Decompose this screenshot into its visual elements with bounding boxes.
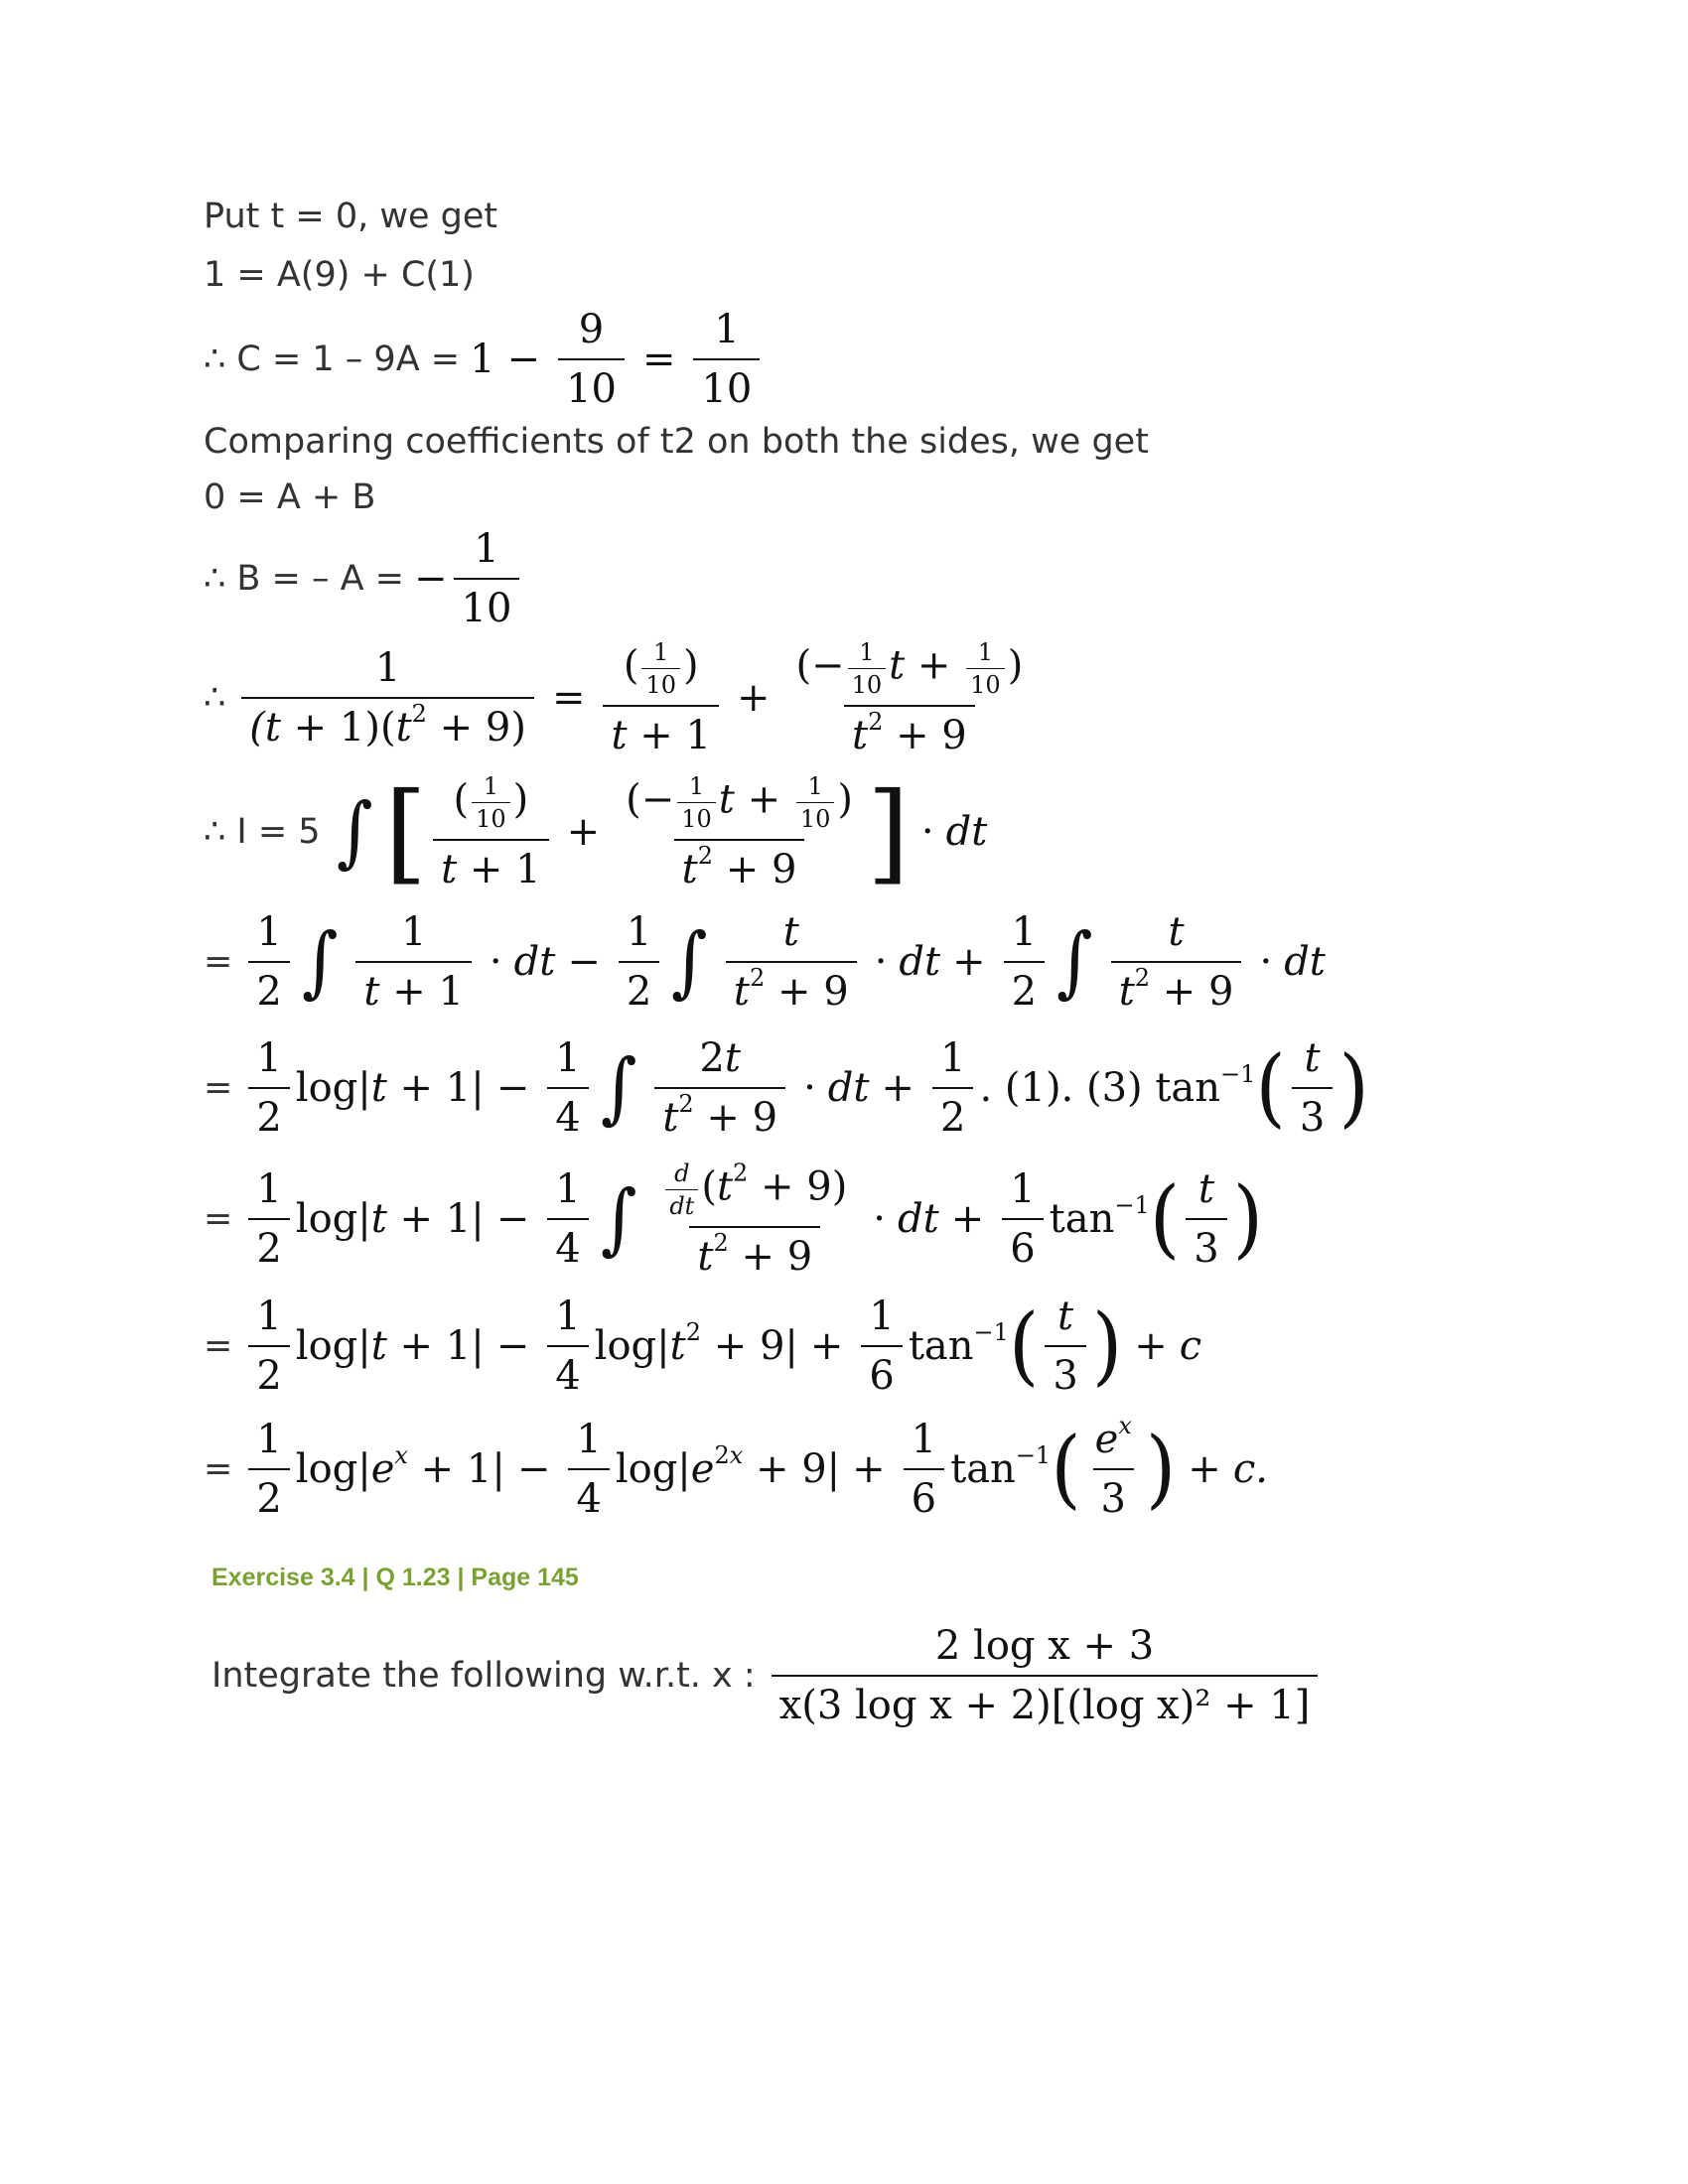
- integral-sign: ∫: [301, 917, 339, 1007]
- question-line: [204, 1606, 1494, 1745]
- therefore-symbol: ∴: [204, 678, 226, 718]
- equals-sign: =: [204, 1068, 233, 1108]
- fraction: $\frac{1}{10}$: [693, 307, 760, 412]
- c-expression: 1: [470, 337, 495, 382]
- equals-sign: =: [204, 1199, 233, 1239]
- c-prefix: ∴ C = 1 – 9A =: [204, 340, 461, 379]
- step5-line: = $\frac{1}{2}$ $\log|e^x + 1|$ − $\frac{1}{4}$ $\log|e^{2x} + 9|$ + $\frac{1}{6}$ $\tan^{-1}$ ( $\frac{e^x}{3}$ ) + c.: [204, 1411, 1268, 1522]
- exercise-heading[interactable]: Exercise 3.4 | Q 1.23 | Page 145: [211, 1563, 579, 1591]
- compare-text: Comparing coefficients of t2 on both the sides, we get: [204, 422, 1149, 462]
- question-denominator: x(3 log x + 2)[(log x)² + 1]: [772, 1675, 1319, 1728]
- eq2-line: [204, 471, 1494, 524]
- fraction: $\frac{1}{(t + 1)(t^2 + 9)}$: [241, 645, 534, 751]
- fraction: $\frac{9}{10}$: [558, 307, 625, 412]
- compare-line: [204, 413, 1494, 471]
- question-numerator: 2 log x + 3: [934, 1623, 1155, 1669]
- put-t-text: Put t = 0, we get: [204, 197, 498, 236]
- b-value-line: ∴ B = – A = − $\frac{1}{10}$: [204, 524, 1494, 633]
- c-value-line: ∴ C = 1 – 9A = 1 − $\frac{9}{10}$ = $\frac{1}{10}$: [204, 306, 1494, 413]
- equals-sign: =: [204, 1326, 233, 1366]
- fraction: (− $\frac{1}{10}$ t + $\frac{1}{10}$ ) $t^2 + 9$: [626, 771, 853, 892]
- eq2-text: 0 = A + B: [204, 478, 376, 517]
- fraction: (− $\frac{1}{10}$ t + $\frac{1}{10}$ ) $t^2 + 9$: [795, 637, 1024, 758]
- eq1-line: [204, 244, 1494, 306]
- partial-fraction-line: ∴ $\frac{1}{(t + 1)(t^2 + 9)}$ = ( $\frac{1}{10}$ ) t + 1 + (− $\frac{1}{10}$ t + $\frac{1}{10}$ ) $t^2 + 9$: [204, 633, 1494, 762]
- step1-line: = $\frac{1}{2}$ ∫ $\frac{1}{t + 1}$ · dt − $\frac{1}{2}$ ∫ $\frac{t}{t^2 + 9}$ · dt + $\frac{1}{2}$ ∫ $\frac{t}{t^2 + 9}$ · dt: [204, 909, 1326, 1015]
- i-prefix: ∴ I = 5: [204, 812, 321, 852]
- integral-sign: ∫: [1056, 917, 1093, 1007]
- question-fraction: [772, 1623, 1319, 1728]
- fraction: $\frac{1}{10}$: [454, 526, 520, 631]
- equals-sign: =: [204, 942, 233, 982]
- integral-sign: ∫: [600, 1174, 637, 1264]
- step3-line: = $\frac{1}{2}$ log|t + 1| − $\frac{1}{4}$ ∫ $\frac{d}{dt}$ $(t^2 + 9)$ $t^2 + 9$ · dt + $\frac{1}{6}$ $\tan^{-1}$ ( $\frac{t}{3}$ ): [204, 1158, 1264, 1280]
- equals-sign: =: [204, 1449, 233, 1489]
- exercise-heading-line: [204, 1549, 1494, 1606]
- b-prefix: ∴ B = – A =: [204, 559, 405, 599]
- integral-sign: ∫: [671, 917, 708, 1007]
- eq1-text: 1 = A(9) + C(1): [204, 255, 475, 295]
- integral-sign: ∫: [600, 1043, 637, 1133]
- fraction: ( $\frac{1}{10}$ ) t + 1: [603, 638, 718, 758]
- integral-sign: ∫: [336, 787, 373, 877]
- step2-line: = $\frac{1}{2}$ log|t + 1| − $\frac{1}{4}$ ∫ $\frac{2t}{t^2 + 9}$ · dt + $\frac{1}{2}$ . (1). (3) $\tan^{-1}$ ( $\frac{t}{3}$ ): [204, 1035, 1369, 1141]
- integral-i-line: ∴ I = 5 ∫ [ ( $\frac{1}{10}$ ) t + 1 + (− $\frac{1}{10}$ t + $\frac{1}{10}$ ) $t^2 + 9$ ] · dt: [204, 768, 988, 895]
- solution-page: [204, 189, 1494, 1745]
- question-prompt: Integrate the following w.r.t. x :: [211, 1656, 756, 1696]
- fraction: ( $\frac{1}{10}$ ) t + 1: [433, 772, 548, 892]
- put-t-line: [204, 189, 1494, 244]
- step4-line: = $\frac{1}{2}$ log|t + 1| − $\frac{1}{4}$ $\log|t^2 + 9|$ + $\frac{1}{6}$ $\tan^{-1}$ ( $\frac{t}{3}$ ) + c: [204, 1294, 1202, 1399]
